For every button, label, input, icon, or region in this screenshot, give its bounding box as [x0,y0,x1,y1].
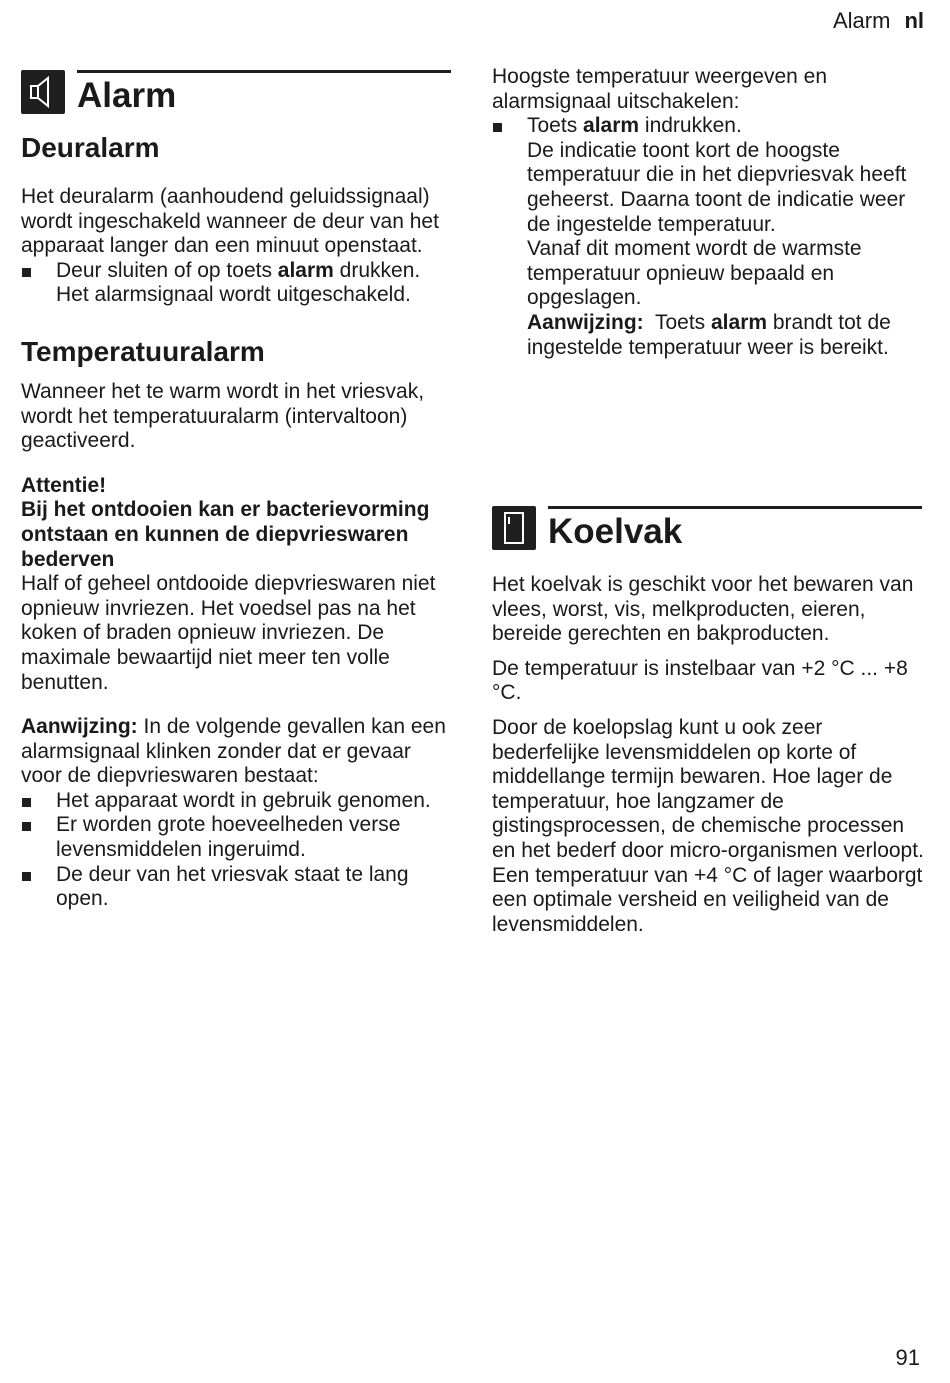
alarm-cases-list [21,789,451,912]
running-header [833,8,924,34]
highest-temp-steps [492,114,924,360]
right-column-bottom [492,573,924,937]
note-text: Toets [643,310,711,334]
caution-title: Attentie! [21,473,107,497]
step-text: drukken. [333,258,421,282]
step-text: indrukken. [639,114,742,138]
fridge-paragraph-2: De temperatuur is instelbaar van +2 °C ... +8 °C. [492,656,908,705]
left-column [21,132,451,912]
header-section: Alarm [832,8,891,33]
key-name: alarm [583,114,640,138]
list-item [21,259,451,308]
page-number: 91 [895,1345,920,1370]
list-item: Het apparaat wordt in gebruik genomen. [21,789,451,814]
key-name: alarm [277,258,334,282]
right-column-top [492,65,924,360]
caution-text: Half of geheel ontdooide diepvrieswaren niet opnieuw invriezen. Het voedsel pas na het koken of braden opnieuw invriezen. De maximale bewaartijd niet meer ten volle benutten. [21,572,436,694]
note-label: Aanwijzing: [527,310,644,334]
highest-temp-intro: Hoogste temperatuur weergeven en alarmsignaal uitschakelen: [492,65,828,113]
fridge-icon [492,506,536,550]
header-language: nl [904,8,924,33]
temp-alarm-intro: Wanneer het te warm wordt in het vriesvak, wordt het temperatuuralarm (intervaltoon) geactiveerd. [21,379,425,453]
door-alarm-intro: Het deuralarm (aanhoudend geluidssignaal) wordt ingeschakeld wanneer de deur van het apparaat langer dan een minuut openstaat. [21,185,439,258]
fridge-paragraph-1: Het koelvak is geschikt voor het bewaren van vlees, worst, vis, melkproducten, eieren, bereide gerechten en bakproducten. [492,573,914,646]
caution-bold: Bij het ontdooien kan er bacterievorming ontstaan en kunnen de diepvrieswaren bederven [21,498,430,571]
step-text: Toets [527,114,584,138]
speaker-icon [21,70,65,114]
section-title-fridge: Koelvak [548,512,683,551]
note-text: In de volgende gevallen kan een alarmsignaal klinken zonder dat er gevaar voor de diepvrieswaren bestaat: [21,715,446,788]
note-label: Aanwijzing: [21,715,138,739]
section-rule [77,70,451,73]
temp-alarm-note [21,715,451,789]
door-alarm-heading: Deuralarm [21,132,160,163]
fridge-section-heading [492,506,922,554]
list-item: De deur van het vriesvak staat te lang open. [21,863,451,912]
step-result: De indicatie toont kort de hoogste temperatuur die in het diepvriesvak heeft geheerst. Daarna toont de indicatie weer de ingestelde temperatuur. [527,138,907,236]
list-item: Er worden grote hoeveelheden verse levensmiddelen ingeruimd. [21,813,451,862]
step-text: Deur sluiten of op toets [56,258,278,282]
step-result: Het alarmsignaal wordt uitgeschakeld. [56,283,411,307]
temp-alarm-heading: Temperatuuralarm [21,335,265,367]
fridge-paragraph-3: Door de koelopslag kunt u ook zeer bederfelijke levensmiddelen op korte of middellange termijn bewaren. Hoe lager de temperatuur, hoe langzamer de gistingsprocessen, de chemische processen en het bederf door micro-organismen verloopt. Een temperatuur van +4 °C of lager waarborgt een optimale versheid en veiligheid van de levensmiddelen. [492,715,924,936]
step-note [527,311,924,360]
door-alarm-steps [21,259,451,308]
section-rule [548,506,922,509]
alarm-section-heading [21,70,451,118]
section-title-alarm: Alarm [77,76,177,115]
step-result: Vanaf dit moment wordt de warmste temperatuur opnieuw bepaald en opgeslagen. [527,237,862,310]
note-text: brandt tot de ingestelde temperatuur weer is bereikt. [527,310,891,359]
key-name: alarm [711,310,768,334]
list-item [492,114,924,360]
